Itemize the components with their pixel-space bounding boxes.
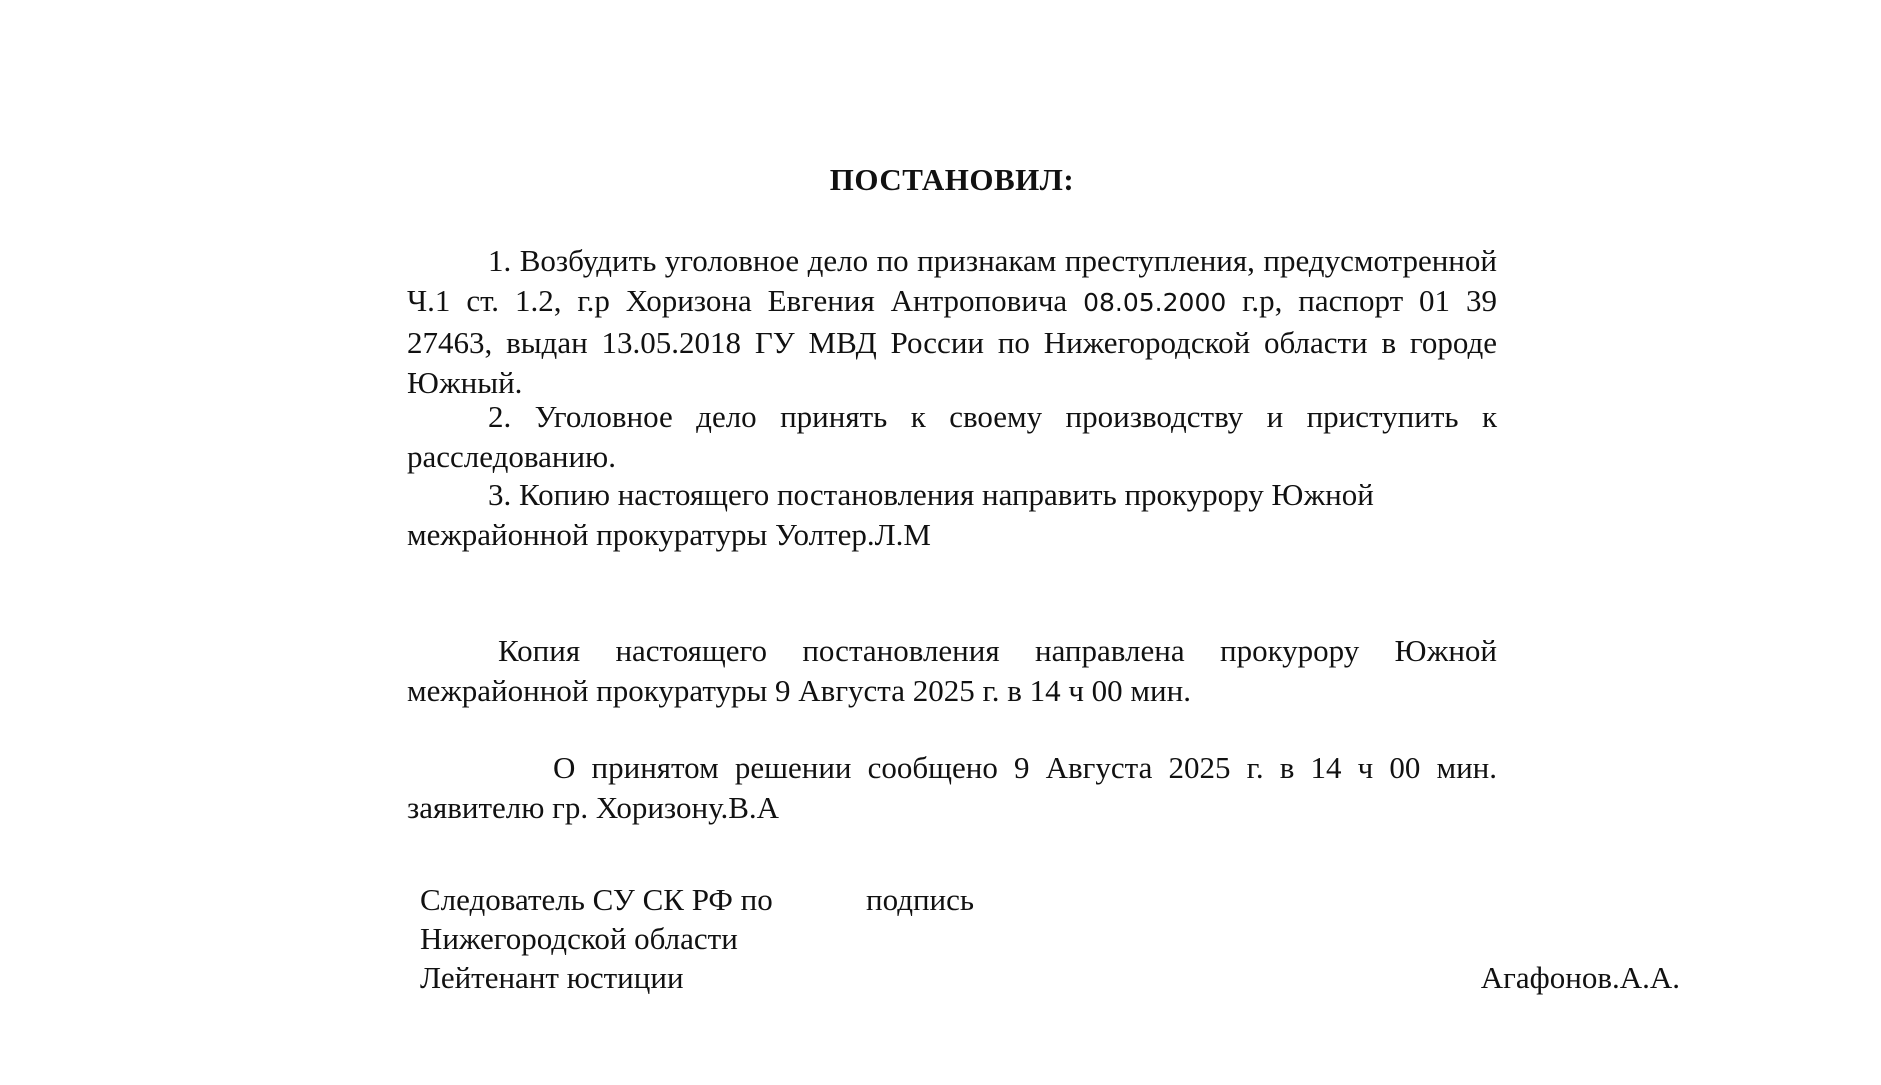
position-line-3: Лейтенант юстиции xyxy=(420,960,684,995)
resolution-item-3: 3. Копию настоящего постановления направить прокурору Южной межрайонной прокуратуры Уолтер.Л.М xyxy=(407,477,1374,552)
item-1-text-end: г.р, паспорт 01 39 27463, выдан 13.05.2018 ГУ МВД России по Нижегородской области в городе Южный. xyxy=(407,283,1497,400)
item-1-text-start: 1. Возбудить уголовное дело по признакам преступления, предусмотренной Ч.1 ст. 1.2, г.р Хоризона Евгения Антроповича xyxy=(407,243,1497,318)
position-line-2: Нижегородской области xyxy=(420,921,738,956)
decision-notice: О принятом решении сообщено 9 Августа 2025 г. в 14 ч 00 мин. заявителю гр. Хоризону.В.А xyxy=(407,750,1497,825)
investigator-position xyxy=(420,880,820,997)
copy-sent-note: Копия настоящего постановления направлена прокурору Южной межрайонной прокуратуры 9 Августа 2025 г. в 14 ч 00 мин. xyxy=(407,633,1497,708)
birth-date: 08.05.2000 xyxy=(1083,288,1227,317)
signature-label: подпись xyxy=(866,882,975,917)
position-line-1: Следователь СУ СК РФ по xyxy=(420,882,773,917)
investigator-name: Агафонов.А.А. xyxy=(1480,960,1680,995)
resolution-item-2: 2. Уголовное дело принять к своему производству и приступить к расследованию. xyxy=(407,399,1497,474)
resolution-item-1 xyxy=(407,241,1497,403)
resolution-heading: ПОСТАНОВИЛ: xyxy=(829,162,1075,197)
